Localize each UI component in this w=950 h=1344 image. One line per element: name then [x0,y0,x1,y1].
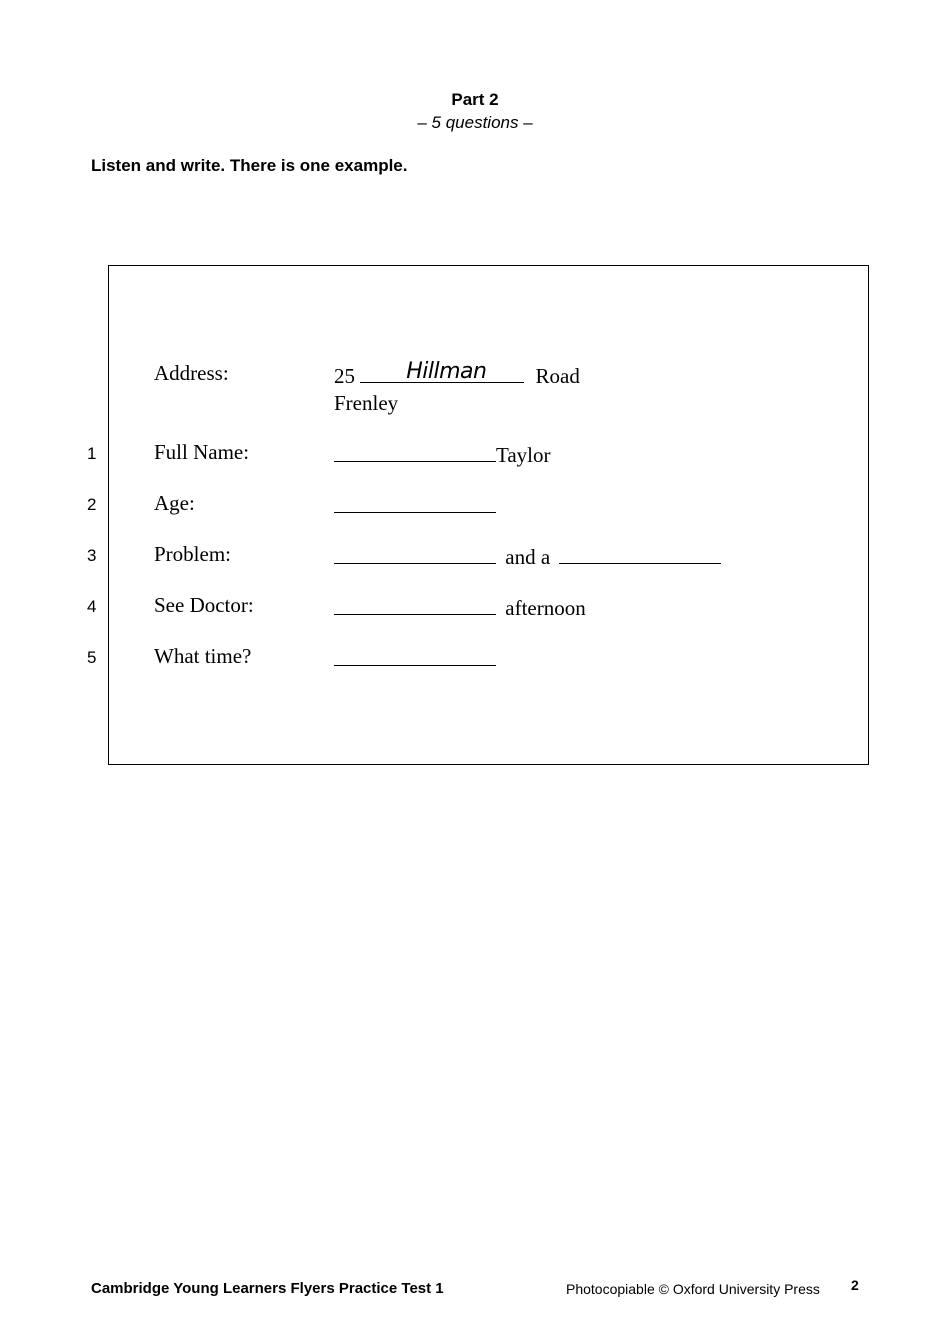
see-doctor-answer [334,593,586,621]
answer-blank-2[interactable] [334,491,496,513]
address-label: Address: [154,361,229,385]
question-number-4: 4 [87,597,97,616]
full-name-surname: Taylor [496,443,551,467]
footer-copyright: Photocopiable © Oxford University Press [566,1281,820,1297]
page-number: 2 [851,1277,859,1293]
address-line2: Frenley [334,391,399,415]
see-doctor-label: See Doctor: [154,593,254,617]
full-name-answer [334,440,551,468]
answer-blank-5[interactable] [334,644,496,666]
answer-blank-1[interactable] [334,440,496,462]
address-road: Road [535,364,580,388]
instruction: Listen and write. There is one example. [91,156,408,175]
problem-answer [334,542,721,570]
what-time-label: What time? [154,644,252,668]
age-answer [334,491,496,519]
address-answer [334,361,580,389]
see-doctor-afternoon: afternoon [505,596,586,620]
answer-blank-3a[interactable] [334,542,496,564]
answer-blank-4[interactable] [334,593,496,615]
question-number-2: 2 [87,495,97,514]
question-number-5: 5 [87,648,97,667]
part-subtitle: – 5 questions – [417,113,533,132]
age-label: Age: [154,491,195,515]
example-handwritten-answer: Hillman [406,359,487,384]
address-blank [360,361,524,383]
problem-connector: and a [505,545,551,569]
question-number-1: 1 [87,444,97,463]
answer-blank-3b[interactable] [559,542,721,564]
what-time-answer [334,644,496,672]
question-number-3: 3 [87,546,97,565]
problem-label: Problem: [154,542,231,566]
footer-title: Cambridge Young Learners Flyers Practice Test 1 [91,1280,444,1297]
part-title: Part 2 [451,90,499,109]
full-name-label: Full Name: [154,440,250,464]
address-number: 25 [334,364,355,388]
